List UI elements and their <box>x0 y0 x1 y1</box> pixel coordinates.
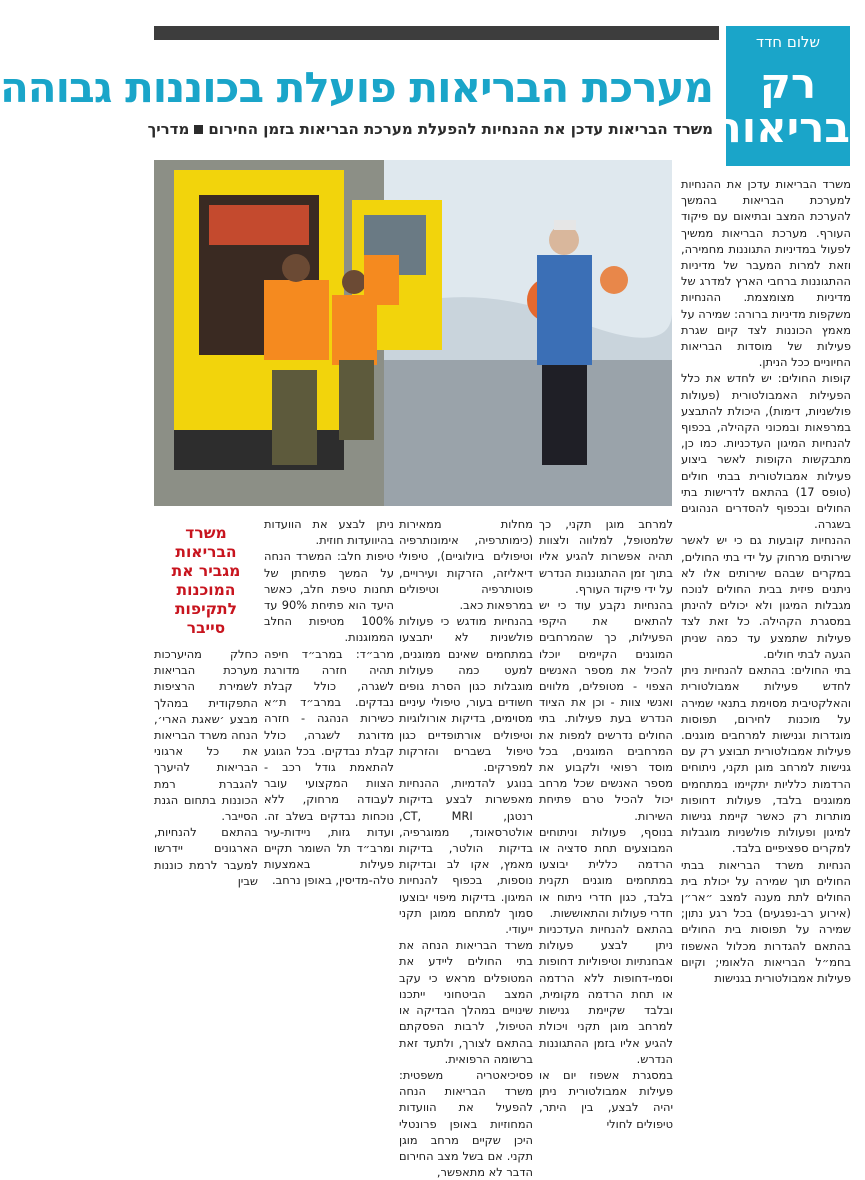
paragraph: למרחב מוגן תקני, כך שלמטופל, למלווה ולצוות תהיה אפשרות להגיע אליו בתוך זמן ההתגוננות הנדרש על ידי פיקוד העורף. <box>539 517 673 596</box>
paragraph: משרד הבריאות עדכן את ההנחיות למערכת הבריאות בהמשך להערכת המצב ובתיאום עם פיקוד העורף. מערכת הבריאות ממשיך לפעול במדיניות התגוננות מחמירה, וזאת למרות המעבר של מדיניות ההתגוננות ברחבי הארץ למדרג של מדיניות מצומצמת. ההנחיות משקפות מדיניות ברורה: שמירה על מאמץ הכוננות לצד קיום שגרת פעילות של מוסדות הבריאות החיוניים ככל הניתן. <box>681 177 851 370</box>
paragraph: ההנחיות קובעות גם כי יש לאשר שירותים מרחוק על ידי בתי החולים, במקרים שבהם שירותים אלו לא ניתנים פיזית בבית החולים לנוכח מגבלות המיגון ולא יכולים להינתן במסגרת הקהילה. כל זאת לצד פעילות שתמצע עד כמה שניתן הגעה לבתי חולים. <box>681 533 851 661</box>
paragraph: בהתאם להנחיות, הארגונים יידרשו למעבר לרמת כוננות שבין <box>154 825 258 888</box>
paragraph: בהנחיות מודגש כי פעולות פולשניות לא יתבצעו במתחמים שאינם ממוגנים, למעט כמה פעולות מוגבלות כגון הסרת גופים חשודים בעור, טיפולי עיניים מסוימים, בדיקות אורולוגיות וטיפולים אורתופדיים כגון טיפול בשברים והזרקות למפרקים. <box>399 614 533 775</box>
paragraph: בנוסף, פעולות וניתוחים המבוצעים תחת סדציה או הרדמה כללית יבוצעו במתחמים מוגנים תקנית בלבד, כגון חדרי ניתוח או חדרי פעולות והתאוששות. <box>539 824 673 920</box>
square-bullet-icon <box>194 125 203 134</box>
paragraph: כחלק מהיערכות מערכת הבריאות לשמירת הרציפות התפקודית במהלך מבצע ׳שאגת הארי׳, הנחה משרד הבריאות את כל ארגוני הבריאות להיערך להגברת רמת הכוננות בתחום הגנת הסייבר. <box>154 647 258 824</box>
headline: מערכת הבריאות פועלת בכוננות גבוהה <box>0 63 713 112</box>
section-box <box>713 26 850 166</box>
subheadline <box>147 120 713 138</box>
article-column-2 <box>539 516 673 1131</box>
article-column-3 <box>399 516 533 1180</box>
paragraph: בהנחיות נקבע עוד כי יש להתאים את היקפי הפעילות, כך שהמרחבים המוגנים הקיימים יוכלו להכיל את מספר האנשים הצפוי - מטופלים, מלווים ואנשי צוות - וכן את הציוד הנדרש בעת פעילות. בתי החולים נדרשים למפות את המרחבים המוגנים, בכל מוסד רפואי ולקבוע את מספר האנשים שכל מרחב יכול להכיל טרם פתיחת השירות. <box>539 598 673 823</box>
paragraph: ניתן לבצע את הוועדות בהיוועדות חוזית. <box>264 517 394 548</box>
photo-illustration <box>154 160 672 506</box>
paragraph: בתי החולים: בהתאם להנחיות ניתן לחדש פעילות אמבולטורית והאלקטיבית מסוימת בתנאי שמירה על מוכנות לחירום, תפוסות מוגדרות וגנישות למרחבים מוגנים. פעילות אמבולטורית תבוצע רק עם גנישות למרחב מוגן תקני, ניתוחים הרדמות כלליות יתקיימו במתחמים ממוגנים בלבד, פעולות דחופות מותרות רק כאשר קיימת גנישות למיגון ופעולות פולשניות מוגבלות למקרים ספציפיים בלבד. <box>681 663 851 856</box>
paragraph: קופות החולים: יש לחדש את כלל הפעילות האמבולטורית (פעולות פולשניות, דימות), היכולת להתבצע במרפאות ובמכוני הקהילה, בכפוף להנחיות המיגון העדכניות. כמו כן, מתבקשות הקופות לאשר ביצוע פעילות אמבולטורית בבתי חולים (טופס 17) בהתאם לדרישות בתי החולים ובכפוף להסדרים הנהוגים בשגרה. <box>681 371 851 532</box>
paragraph: בנוגע להדמיות, ההנחיות מאפשרות לבצע בדיקות רנטגן, CT, MRI, אולטרסאונד, ממוגרפיה, בדיקות הולטר, בדיקות מאמץ, אקו לב ובדיקות נוספות, בכפוף להנחיות המיגון. בדיקות מיפוי יבוצעו סמוך למתחם ממוגן תקני ייעודי. <box>399 776 533 937</box>
article-column-4 <box>264 516 394 1016</box>
paragraph: מחלות ממאירות (כימותרפיה, אימונותרפיה וטיפולים ביולוגיים), טיפולי דיאליזה, הזרקות ועירויים, פוטותרפיה וטיפולים במרפאות כאב. <box>399 517 533 613</box>
paragraph: הנחיות משרד הבריאות בבתי החולים תוך שמירה על יכולת בית החולים לתת מענה למצב ״אר״ן (אירוע רב-נפגעים) בכל רגע נתון; שמירה על תפוסות בית החולים בהתאם להגדרות מכלול האשפוז בחמ״ל הבריאות הלאומי; וקיום פעילות אמבולטורית בגנישות <box>681 857 851 985</box>
section-label-line1: רק <box>759 59 817 108</box>
paragraph: מרב״ד: במרב״ד חיפה תהיה חזרה מדורגת לשגרה, כולל קבלת נבדקים. במרב״ד ת״א כשירות הנהגה - חזרה מדורגת לשגרה, כולל קבלת נבדקים. בכל הגוגע להתאמת גודל רכב - הצוות המקצועי עובר לעבודה מרחוק, ללא נוכחות נבדקים בשלב זה. ועדות גזות, ניידות-עיר ומרב״ד תל השומר תקיים פעילות באמצעות טלה-מדיסין, באופן נרחב. <box>264 646 394 888</box>
paragraph: בהתאם להנחיות העדכניות ניתן לבצע פעולות אבחנתיות וטיפוליות דחופות וסמי-דחופות ללא הרדמה או תחת הרדמה מקומית, ובלבד שקיימת גנישות למרחב מוגן תקני ויכולת להגיע אליו בזמן ההתגוננות הנדרש. <box>539 922 673 1066</box>
article-column-5 <box>154 516 258 1016</box>
paragraph: טיפות חלב: המשרד הנחה על המשך פתיחתן של תחנות טיפת חלב, כאשר היעד הוא פתיחת 90% עד 100% מטיפות החלב הממוגנות. <box>264 549 394 645</box>
section-label-line2: בריאות <box>713 103 850 152</box>
article-column-1 <box>681 176 851 1016</box>
author-name: שלום חדד <box>755 33 821 51</box>
paragraph: במסגרת אשפוז יום או פעילות אמבולטורית ניתן יהיה לבצע, בין היתר, טיפולים לחולי <box>539 1067 673 1131</box>
subhead-text: משרד הבריאות עדכן את ההנחיות להפעלת מערכת הבריאות בזמן החירום <box>208 120 713 138</box>
news-photo <box>154 160 672 506</box>
top-bar <box>154 26 719 40</box>
subhead-tag: מדריך <box>147 120 190 138</box>
paragraph: משרד הבריאות הנחה את בתי החולים ליידע את המטופלים מראש כי עקב המצב הביטחוני ייתכנו שינויים במהלך הבדיקה או הטיפול, לרבות הפסקתם בהתאם לצורך, ולתעד זאת ברשומה הרפואית. <box>399 938 533 1066</box>
sidebar-heading: משרד הבריאות מגביר את המוכנות לתקיפות סייבר <box>171 524 241 637</box>
paragraph: פסיכיאטריה משפטית: משרד הבריאות הנחה להפעיל את הוועדות המחוזיות באופן פרונטלי היכן שקיים מרחב מוגן תקני. אם בשל מצב החירום הדבר לא מתאפשר, <box>399 1067 533 1180</box>
